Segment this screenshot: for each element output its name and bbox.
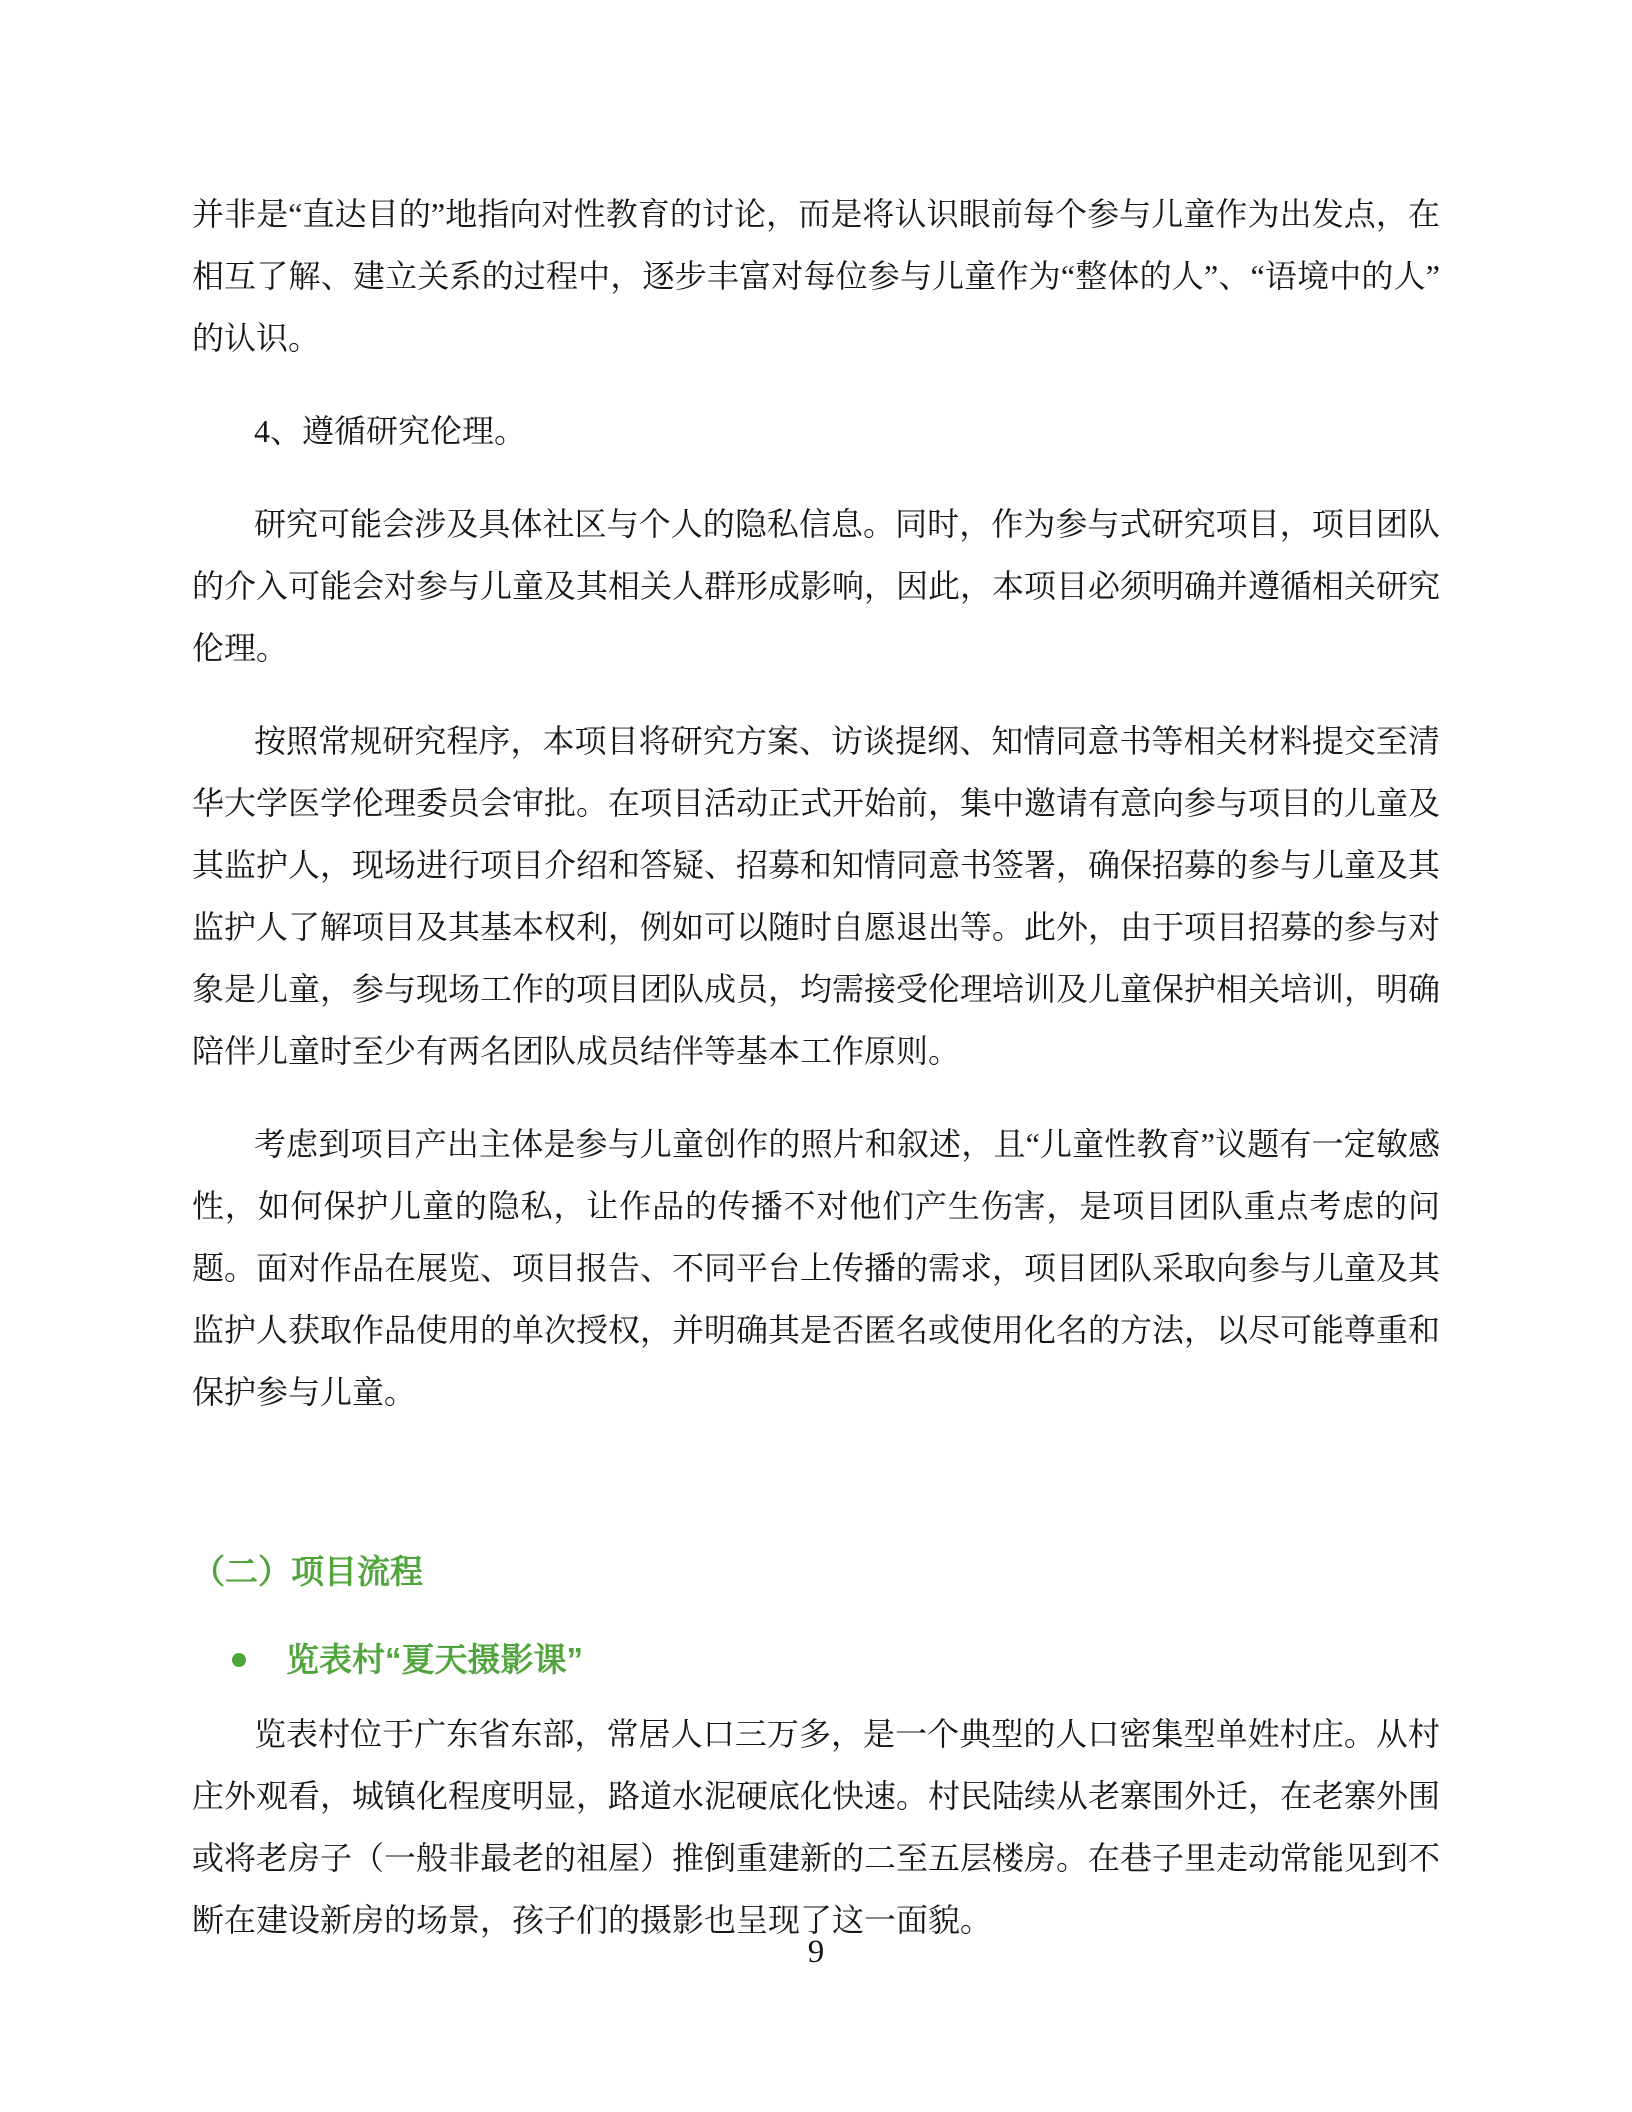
paragraph-numbered-item: 4、遵循研究伦理。 [254, 413, 527, 449]
bullet-item [192, 1629, 1440, 1691]
paragraph-privacy: 考虑到项目产出主体是参与儿童创作的照片和叙述，且“儿童性教育”议题有一定敏感性，如何保护儿童的隐私，让作品的传播不对他们产生伤害，是项目团队重点考虑的问题。面对作品在展览、项目报告、不同平台上传播的需求，项目团队采取向参与儿童及其监护人获取作品使用的单次授权，并明确其是否匿名或使用化名的方法，以尽可能尊重和保护参与儿童。 [192, 1126, 1441, 1410]
page-number: 9 [807, 1934, 825, 1970]
paragraph-ethics-procedure: 按照常规研究程序，本项目将研究方案、访谈提纲、知情同意书等相关材料提交至清华大学医学伦理委员会审批。在项目活动正式开始前，集中邀请有意向参与项目的儿童及其监护人，现场进行项目介绍和答疑、招募和知情同意书签署，确保招募的参与儿童及其监护人了解项目及其基本权利，例如可以随时自愿退出等。此外，由于项目招募的参与对象是儿童，参与现场工作的项目团队成员，均需接受伦理培训及儿童保护相关培训，明确陪伴儿童时至少有两名团队成员结伴等基本工作原则。 [192, 723, 1441, 1069]
section-heading: （二）项目流程 [192, 1553, 423, 1590]
bullet-item-label: 览表村“夏天摄影课” [286, 1641, 583, 1678]
paragraph-continuation: 并非是“直达目的”地指向对性教育的讨论，而是将认识眼前每个参与儿童作为出发点，在相互了解、建立关系的过程中，逐步丰富对每位参与儿童作为“整体的人”、“语境中的人”的认识。 [192, 196, 1440, 356]
paragraph-ethics-intro: 研究可能会涉及具体社区与个人的隐私信息。同时，作为参与式研究项目，项目团队的介入可能会对参与儿童及其相关人群形成影响，因此，本项目必须明确并遵循相关研究伦理。 [192, 506, 1441, 666]
paragraph-village-intro: 览表村位于广东省东部，常居人口三万多，是一个典型的人口密集型单姓村庄。从村庄外观看，城镇化程度明显，路道水泥硬底化快速。村民陆续从老寨围外迁，在老寨外围或将老房子（一般非最老的祖屋）推倒重建新的二至五层楼房。在巷子里走动常能见到不断在建设新房的场景，孩子们的摄影也呈现了这一面貌。 [192, 1716, 1441, 1938]
bullet-icon [232, 1653, 246, 1667]
